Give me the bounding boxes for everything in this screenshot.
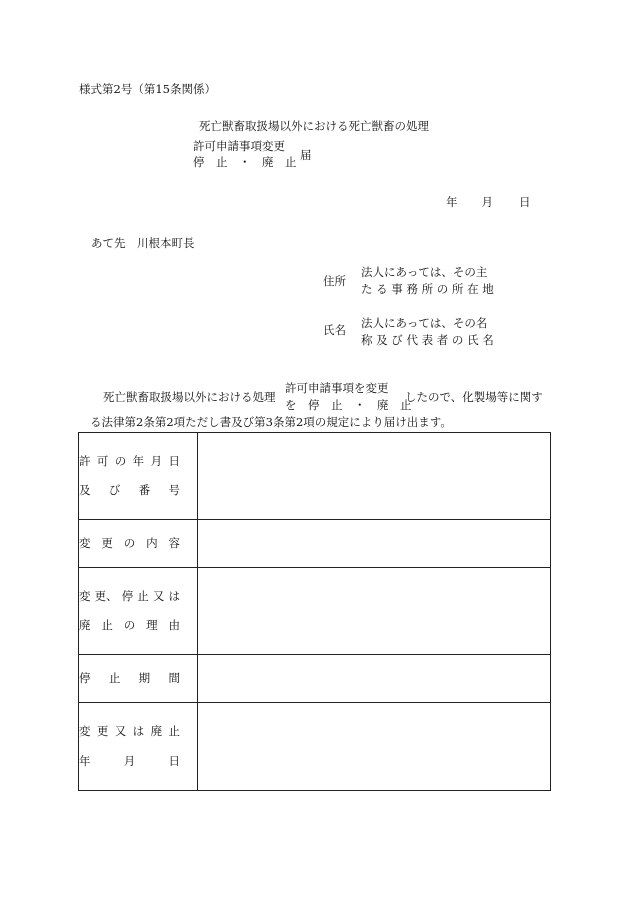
label-char: 更、 [94, 588, 118, 603]
row-label [79, 655, 198, 703]
row-label-line [79, 753, 180, 768]
name-label: 氏名 [323, 323, 346, 337]
form-number: 様式第2号（第15条関係） [79, 82, 216, 96]
label-char: 変 [79, 724, 91, 738]
label-char: 変 [79, 535, 91, 550]
label-char: 月 [123, 753, 136, 768]
name-note-line2: 称 及 び 代 表 者 の 氏 名 [361, 332, 494, 347]
label-char: 年 [132, 453, 145, 468]
body-text-line2: る法律第2条第2項ただし書及び第3条第2項の規定により届け出ます。 [90, 415, 452, 429]
address-label: 住所 [323, 274, 346, 288]
document-title: 死亡獣畜取扱場以外における死亡獣畜の処理 [199, 119, 429, 133]
row-label [79, 703, 198, 791]
name-note-line1: 法人にあっては、その名 [361, 316, 488, 330]
body-option-suspend-abolish: を 停 止 ・ 廃 止 [285, 397, 412, 412]
row-value[interactable] [198, 655, 551, 703]
label-char: 内 [146, 535, 158, 550]
label-char: 止 [137, 588, 149, 603]
label-char: 止 [108, 670, 121, 685]
label-char: 更 [101, 535, 113, 550]
label-char: 理 [146, 618, 158, 632]
label-char: 廃 [150, 724, 163, 738]
label-char: 又 [114, 724, 127, 738]
label-char: の [123, 535, 136, 550]
row-label [79, 520, 198, 568]
table-row [79, 568, 551, 655]
body-text-part2: したので、化製場等に関す [405, 390, 543, 404]
label-char: 変 [79, 588, 91, 603]
label-char: の [114, 453, 127, 468]
label-char: の [123, 618, 136, 632]
table-row [79, 433, 551, 520]
row-label-line [79, 485, 180, 497]
body-option-group [285, 383, 412, 416]
row-value[interactable] [198, 433, 551, 520]
address-note-line1: 法人にあっては、その主 [361, 265, 488, 279]
title-option-change: 許可申請事項変更 [193, 139, 285, 153]
label-char: 間 [168, 670, 180, 685]
addressee: あて先 川根本町長 [91, 236, 195, 250]
label-char: は [168, 588, 180, 603]
label-char: 可 [96, 453, 109, 468]
label-char: 日 [168, 753, 180, 768]
label-char: 廃 [79, 618, 91, 632]
row-value[interactable] [198, 568, 551, 655]
body-option-change: 許可申請事項を変更 [285, 381, 389, 395]
notification-table [78, 432, 551, 791]
label-char: 停 [121, 588, 134, 603]
label-char: 番 [138, 483, 151, 497]
label-char: 止 [168, 724, 180, 738]
row-label-line [79, 670, 180, 685]
date-month: 月 [481, 195, 493, 209]
label-char: び [108, 483, 121, 497]
label-char: 由 [168, 618, 180, 632]
label-char: 日 [168, 453, 180, 468]
title-option-group [193, 141, 297, 172]
row-label-line [79, 726, 180, 738]
label-char: 月 [150, 453, 163, 468]
label-char: 年 [79, 753, 91, 768]
row-label-line [79, 588, 180, 603]
label-char: 及 [79, 483, 91, 497]
row-label [79, 568, 198, 655]
address-note [361, 267, 494, 300]
title-suffix: 届 [300, 148, 312, 162]
label-char: 期 [138, 670, 151, 685]
title-option-suspend-abolish: 停 止 ・ 廃 止 [193, 154, 297, 169]
label-char: 止 [101, 618, 113, 632]
row-label [79, 433, 198, 520]
table-row [79, 520, 551, 568]
date-line [446, 197, 531, 209]
row-value[interactable] [198, 520, 551, 568]
name-note [361, 318, 494, 351]
body-text-part1: 死亡獣畜取扱場以外における処理 [103, 390, 276, 404]
date-day: 日 [519, 195, 531, 209]
label-char: 更 [96, 724, 109, 738]
label-char: 号 [168, 483, 180, 497]
row-value[interactable] [198, 703, 551, 791]
label-char: は [132, 724, 145, 738]
table-row [79, 703, 551, 791]
address-note-line2: た る 事 務 所 の 所 在 地 [361, 281, 494, 296]
label-char: 容 [168, 535, 180, 550]
row-label-line [79, 620, 180, 632]
label-char: 許 [79, 453, 91, 468]
row-label-line [79, 453, 180, 468]
table-row [79, 655, 551, 703]
label-char: 停 [79, 670, 91, 685]
row-label-line [79, 535, 180, 550]
label-char: 又 [152, 588, 165, 603]
date-year: 年 [446, 195, 458, 209]
